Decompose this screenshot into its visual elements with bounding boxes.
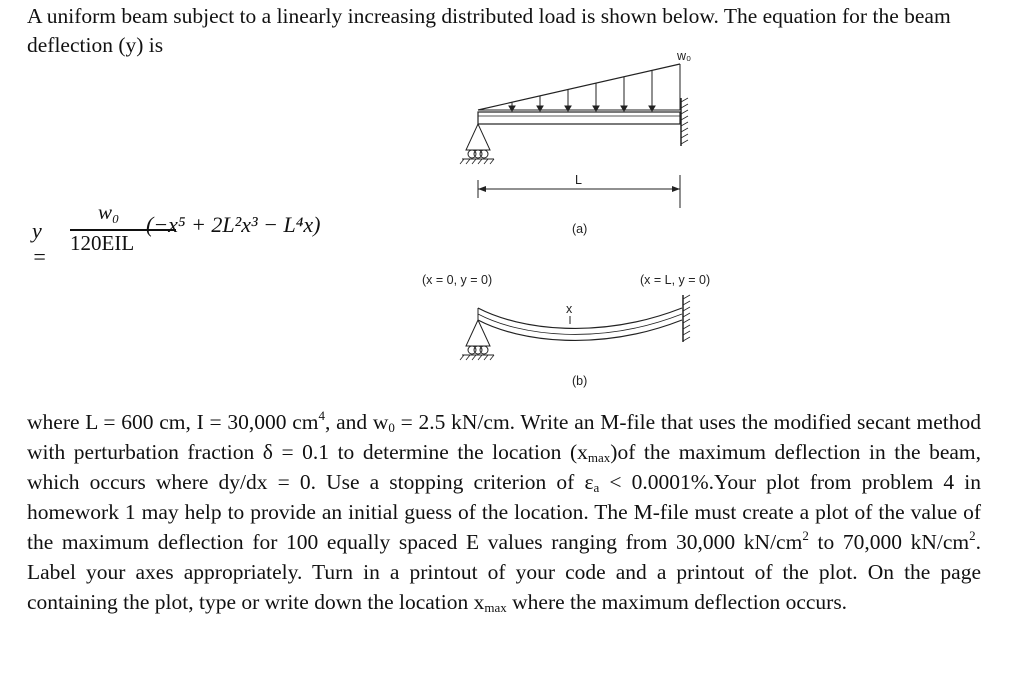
subscript: max <box>484 600 507 615</box>
equation-lhs: y = <box>32 218 47 269</box>
left-boundary-condition: (x = 0, y = 0) <box>422 273 493 287</box>
length-label: L <box>575 173 582 187</box>
caption-a: (a) <box>572 222 588 236</box>
text-part: to 70,000 kN/cm <box>808 530 970 554</box>
text-part: where L = 600 cm, I = 30,000 cm <box>27 410 319 434</box>
loaded-beam-diagram <box>460 49 691 236</box>
text-part: = 2.5 kN/cm. Write an M-file that uses the modified secant method with perturbation fraction δ = 0.1 to determine the location (x <box>27 410 981 464</box>
beam-figure <box>400 40 730 395</box>
equation-denominator: 120EIL <box>70 231 135 255</box>
text-part: < 0.0001%.Your plot from problem 4 in homework 1 may help to provide an initial guess of the location. The M-file must create a plot of the value of the maximum deflection for 100 equally spaced E values ranging from 30,000 kN/cm <box>27 470 981 554</box>
subscript: max <box>587 450 611 465</box>
equation-numerator: w₀ <box>98 200 120 224</box>
text-part: , and w <box>324 410 389 434</box>
problem-intro: A uniform beam subject to a linearly increasing distributed load is shown below. The equation for the beam deflection (y) is <box>27 4 951 57</box>
superscript: 2 <box>802 528 809 543</box>
equation-expression: (−x⁵ + 2L²x³ − L⁴x) <box>146 212 321 237</box>
text-part: where the maximum deflection occurs. <box>506 590 848 614</box>
text-part: )of the maximum deflection in the beam, which occurs where dy/dx = 0. Use a stopping criterion of ε <box>27 440 981 494</box>
superscript: 2 <box>969 528 976 543</box>
subscript: a <box>593 480 600 495</box>
x-axis-label: x <box>566 302 573 316</box>
subscript: 0 <box>388 420 395 435</box>
text-part: . Label your axes appropriately. Turn in a printout of your code and a printout of the plot. On the page containing the plot, type or write down the location x <box>27 530 981 614</box>
problem-statement <box>27 407 981 617</box>
load-intensity-label: w₀ <box>677 49 692 63</box>
deflected-beam-diagram <box>422 273 710 388</box>
right-boundary-condition: (x = L, y = 0) <box>640 273 711 287</box>
caption-b: (b) <box>572 374 588 388</box>
superscript: 4 <box>318 408 325 423</box>
